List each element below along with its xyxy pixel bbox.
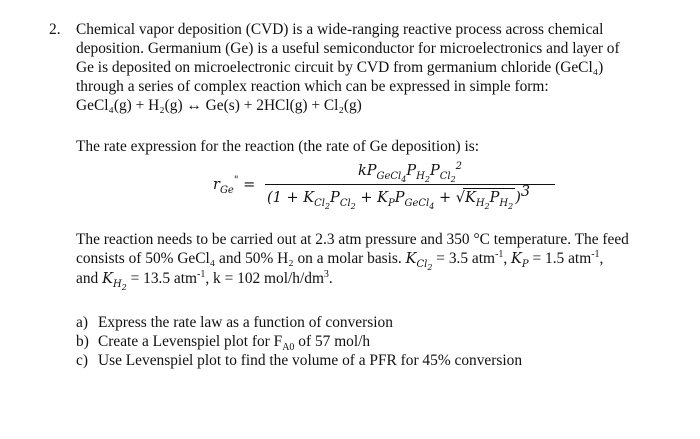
conditions-line: and $K_{H_2} = 13.5$ atm$^{-1}$, k = 102 mol/$h/dm^3$. xyxy=(76,268,333,292)
task-item: b) Create a Levenspiel plot for $F_{A0}$ of 57 mol/h xyxy=(76,333,371,354)
rate-numerator: $kP_{GeCl_4}P_{H_2}P_{Cl_2}^2$ xyxy=(357,161,463,184)
intro-line: Chemical vapor deposition (CVD) is a wide-ranging reactive process across chemical xyxy=(76,21,604,38)
reaction-equation: GeCl₄(g) + H₂(g) ↔ Ge(s) + 2HCl(g) + Cl₂(g) xyxy=(76,97,362,114)
rate-intro xyxy=(76,137,690,156)
problem-number: 2. xyxy=(49,21,61,38)
problem-intro xyxy=(76,20,690,115)
conditions-line: consists of 50% GeCl₄ and 50% H₂ on a molar basis. $K_{Cl_2} = 3.5$ atm$^{-1}$, $K_P = 1.5$ atm$^{-1}$, xyxy=(76,248,604,272)
intro-line: through a series of complex reaction which can be expressed in simple form: xyxy=(76,78,549,95)
intro-line: deposition. Germanium (Ge) is a useful semiconductor for microelectronics and layer of xyxy=(76,40,620,57)
conditions xyxy=(76,230,690,292)
rate-intro-text: The rate expression for the reaction (the rate of Ge deposition) is: xyxy=(76,138,479,155)
rate-fraction xyxy=(265,161,555,211)
task-item: c) Use Levenspiel plot to find the volume of a PFR for 45% conversion xyxy=(76,352,523,369)
rate-denominator: $(1 + K_{Cl_2}P_{Cl_2} + K_PP_{GeCl_4} + √K_{H_2}P_{H_2})^3$ xyxy=(267,184,531,211)
task-item: a) Express the rate law as a function of conversion xyxy=(76,314,393,331)
rate-lhs: $r_{Ge}^"$ = xyxy=(213,175,256,196)
conditions-line: The reaction needs to be carried out at 2.3 atm pressure and 350 °C temperature. The feed xyxy=(76,231,629,248)
rate-equation xyxy=(213,162,633,210)
intro-line: Ge is deposited on microelectronic circuit by CVD from germanium chloride (GeCl₄) xyxy=(76,59,604,76)
task-list xyxy=(76,313,522,370)
fraction-bar xyxy=(265,184,555,185)
